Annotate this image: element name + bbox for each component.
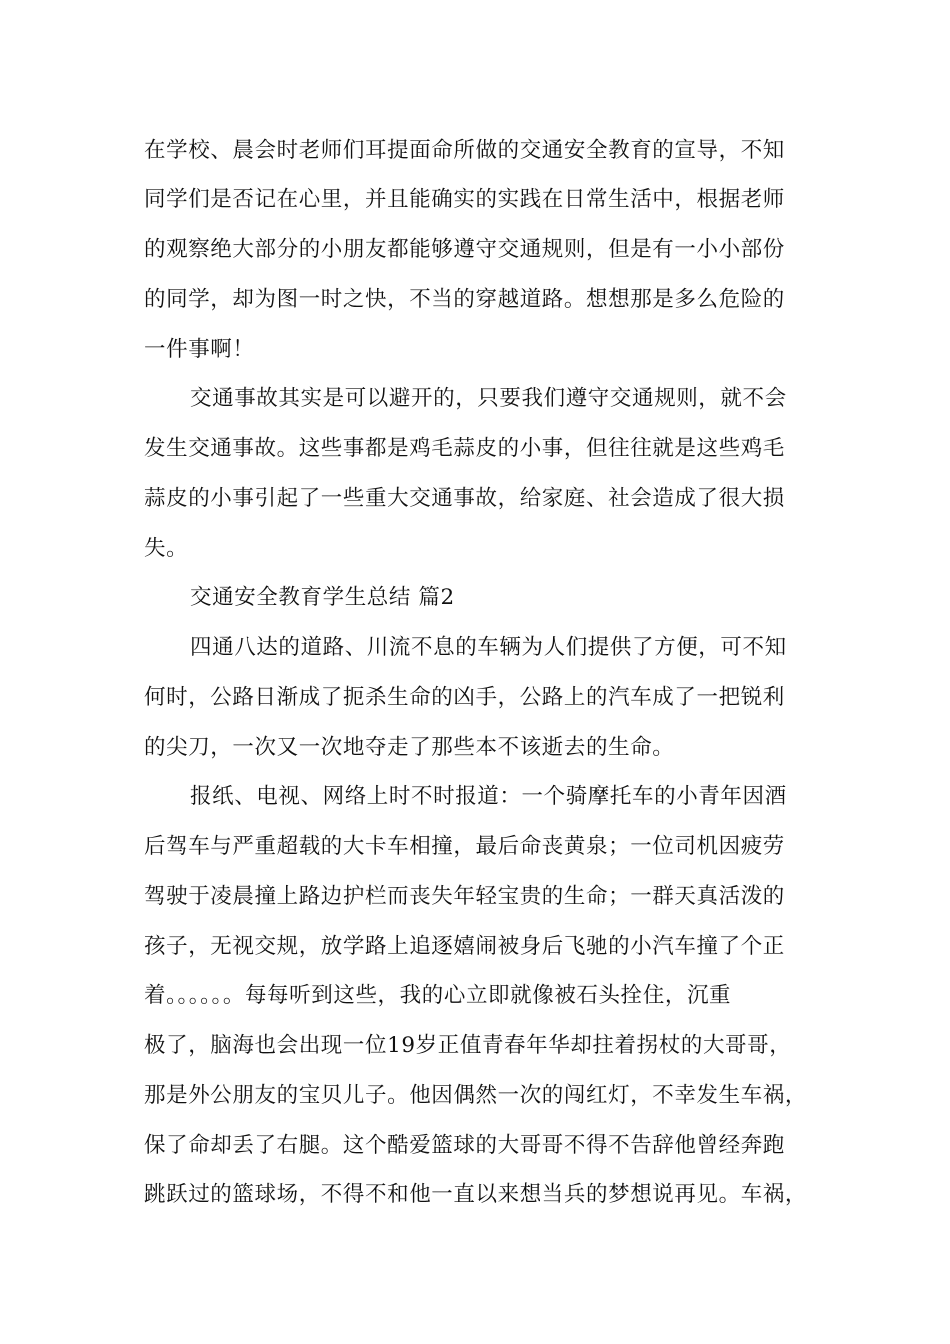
paragraph-1-line-2: 同学们是否记在心里，并且能确实的实践在日常生活中，根据老师: [144, 187, 785, 212]
paragraph-4-line-3: 驾驶于凌晨撞上路边护栏而丧失年轻宝贵的生命；一群天真活泼的: [144, 884, 785, 909]
paragraph-1-line-3: 的观察绝大部分的小朋友都能够遵守交通规则，但是有一小小部份: [144, 237, 785, 262]
paragraph-4-line-4: 孩子，无视交规，放学路上追逐嬉闹被身后飞驰的小汽车撞了个正: [144, 934, 785, 959]
paragraph-4-line-2: 后驾车与严重超载的大卡车相撞，最后命丧黄泉；一位司机因疲劳: [144, 834, 785, 859]
paragraph-1-line-1: 在学校、晨会时老师们耳提面命所做的交通安全教育的宣导，不知: [144, 138, 785, 163]
paragraph-4-line-7: 那是外公朋友的宝贝儿子。他因偶然一次的闯红灯，不幸发生车祸，: [144, 1083, 808, 1108]
paragraph-4-line-1: 报纸、电视、网络上时不时报道：一个骑摩托车的小青年因酒: [190, 784, 787, 809]
paragraph-2-line-4: 失。: [144, 536, 189, 561]
section-heading: 交通安全教育学生总结 篇2: [190, 585, 455, 610]
paragraph-2-line-3: 蒜皮的小事引起了一些重大交通事故，给家庭、社会造成了很大损: [144, 486, 785, 511]
paragraph-3-line-2: 何时，公路日渐成了扼杀生命的凶手，公路上的汽车成了一把锐利: [144, 685, 785, 710]
paragraph-3-line-3: 的尖刀，一次又一次地夺走了那些本不该逝去的生命。: [144, 735, 675, 760]
paragraph-2-line-1: 交通事故其实是可以避开的，只要我们遵守交通规则，就不会: [190, 386, 787, 411]
paragraph-4-line-6: 极了，脑海也会出现一位19岁正值青春年华却拄着拐杖的大哥哥，: [144, 1033, 792, 1058]
paragraph-1-line-5: 一件事啊！: [144, 337, 255, 362]
paragraph-4-line-9: 跳跃过的篮球场，不得不和他一直以来想当兵的梦想说再见。车祸，: [144, 1182, 808, 1207]
paragraph-3-line-1: 四通八达的道路、川流不息的车辆为人们提供了方便，可不知: [190, 635, 787, 660]
paragraph-4-line-8: 保了命却丢了右腿。这个酷爱篮球的大哥哥不得不告辞他曾经奔跑: [144, 1133, 785, 1158]
paragraph-1-line-4: 的同学，却为图一时之快，不当的穿越道路。想想那是多么危险的: [144, 287, 785, 312]
paragraph-4-line-5: 着。。。。。。每每听到这些，我的心立即就像被石头拴住，沉重: [144, 983, 732, 1008]
paragraph-2-line-2: 发生交通事故。这些事都是鸡毛蒜皮的小事，但往往就是这些鸡毛: [144, 436, 785, 461]
